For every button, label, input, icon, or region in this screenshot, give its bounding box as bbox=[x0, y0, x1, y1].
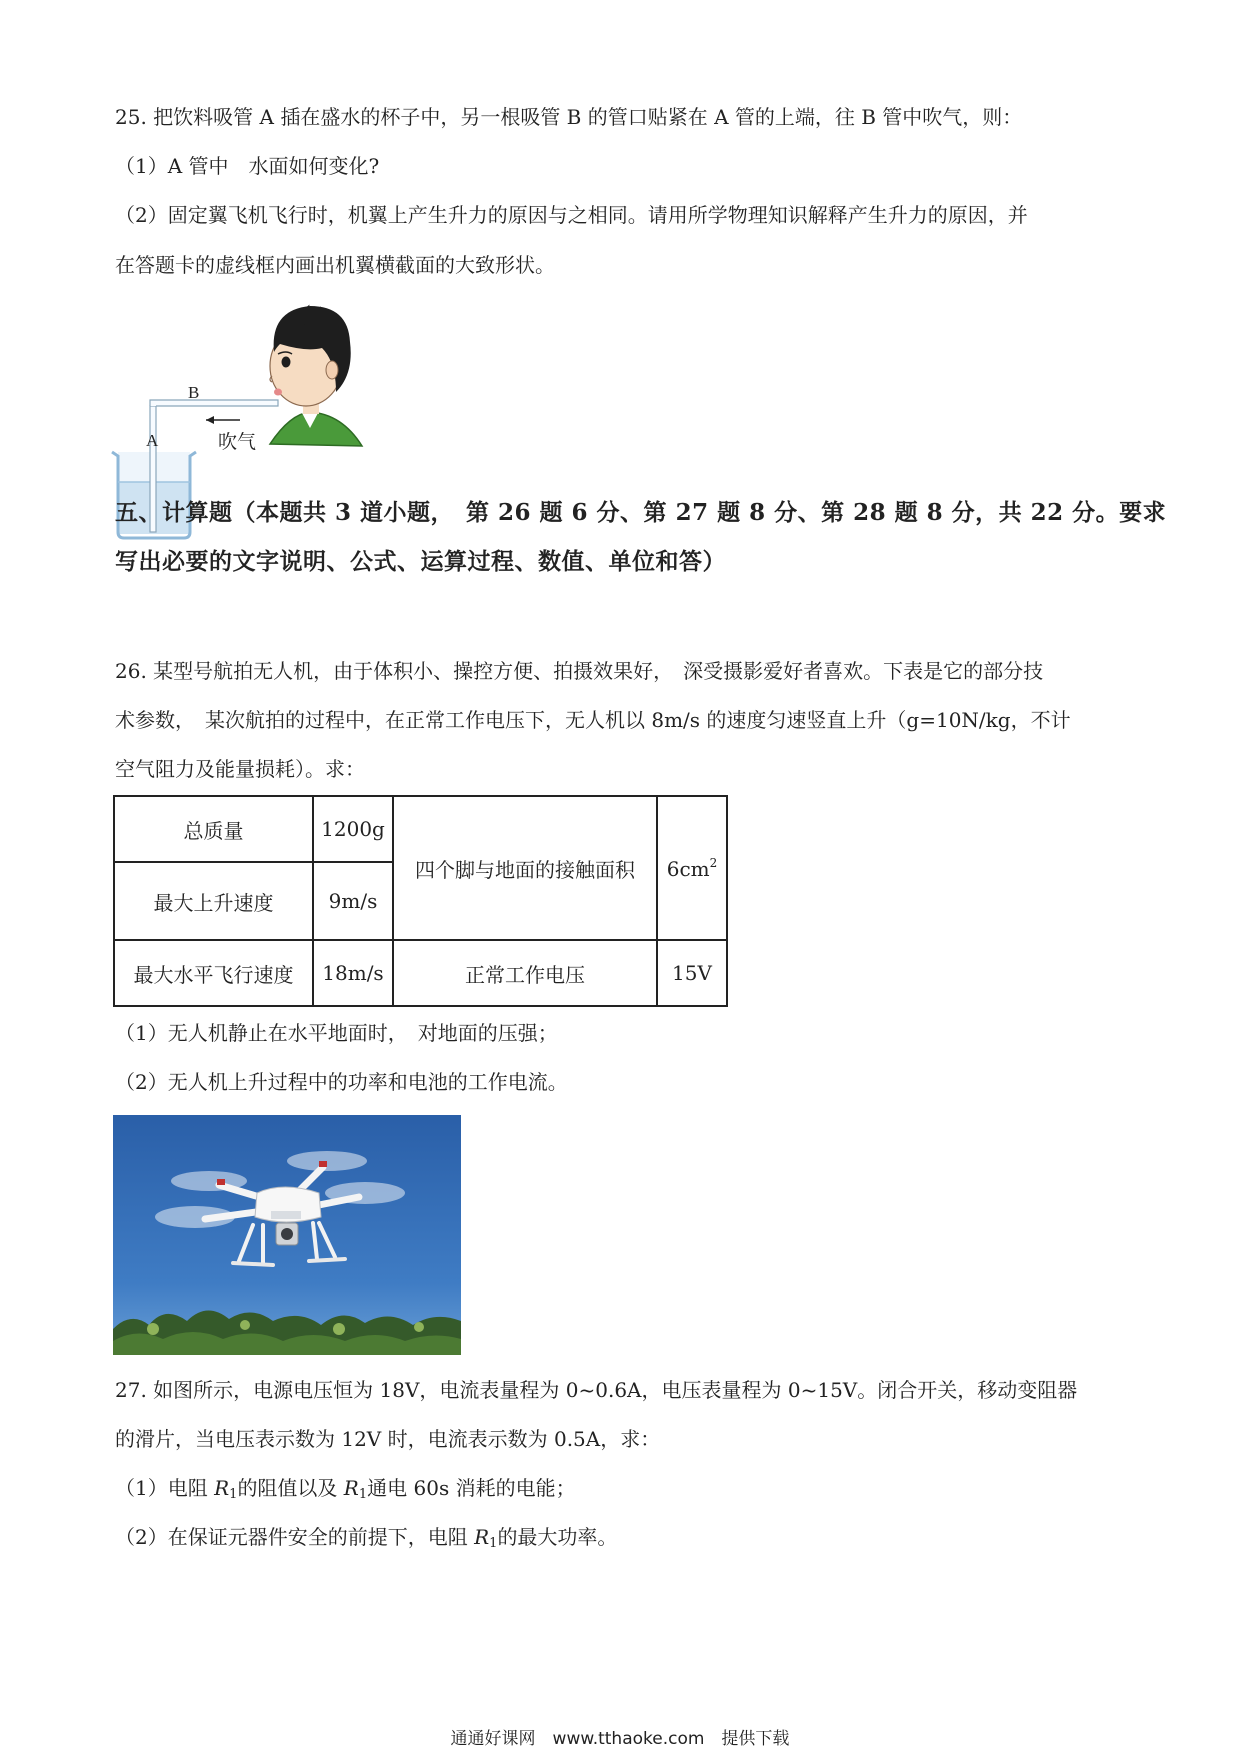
drone-photo bbox=[113, 1115, 461, 1355]
q26-sub2: （2）无人机上升过程中的功率和电池的工作电流。 bbox=[115, 1070, 568, 1094]
q26-stem-line1: 26. 某型号航拍无人机，由于体积小、操控方便、拍摄效果好， 深受摄影爱好者喜欢。下表是它的部分技 bbox=[115, 659, 1044, 683]
max-horizontal-label: 最大水平飞行速度 bbox=[114, 940, 313, 1006]
q27-sub2: （2）在保证元器件安全的前提下，电阻 $R_1$的最大功率。 bbox=[115, 1525, 618, 1551]
q27-sub1: （1）电阻 $R_1$的阻值以及 $R_1$通电 60s 消耗的电能； bbox=[115, 1476, 576, 1502]
label-a: A bbox=[146, 431, 159, 450]
max-rise-label: 最大上升速度 bbox=[114, 862, 313, 940]
page-footer: 通通好课网 www.tthaoke.com 提供下载 bbox=[450, 1729, 790, 1749]
section5-heading-line1: 五、计算题（本题共 3 道小题， 第 26 题 6 分、第 27 题 8 分、第 28 题 8 分，共 22 分。要求 bbox=[115, 499, 1167, 526]
q26-stem-line2: 术参数， 某次航拍的过程中，在正常工作电压下，无人机以 8m/s 的速度匀速竖直上升（g=10N/kg，不计 bbox=[115, 708, 1071, 732]
contact-area-value: $6cm^2$ bbox=[657, 796, 727, 940]
q26-stem-line3: 空气阻力及能量损耗）。求： bbox=[115, 757, 365, 781]
total-mass-label: 总质量 bbox=[114, 796, 313, 862]
total-mass-value: 1200g bbox=[313, 796, 393, 862]
q25-stem: 25. 把饮料吸管 A 插在盛水的杯子中，另一根吸管 B 的管口贴紧在 A 管的上端，往 B 管中吹气，则： bbox=[115, 105, 1023, 129]
max-rise-value: 9m/s bbox=[313, 862, 393, 940]
q25-sub2-line2: 在答题卡的虚线框内画出机翼横截面的大致形状。 bbox=[115, 253, 555, 277]
max-horizontal-value: 18m/s bbox=[313, 940, 393, 1006]
voltage-label: 正常工作电压 bbox=[393, 940, 657, 1006]
left-arrow-icon bbox=[206, 416, 240, 424]
contact-area-label: 四个脚与地面的接触面积 bbox=[393, 796, 657, 940]
drone-specs-table bbox=[113, 795, 728, 1007]
blow-label: 吹气 bbox=[218, 431, 257, 453]
q27-stem-line2: 的滑片，当电压表示数为 12V 时，电流表示数为 0.5A，求： bbox=[115, 1427, 661, 1451]
label-b: B bbox=[188, 383, 200, 402]
q25-sub2-line1: （2）固定翼飞机飞行时，机翼上产生升力的原因与之相同。请用所学物理知识解释产生升力的原因，并 bbox=[115, 203, 1028, 227]
voltage-value: 15V bbox=[657, 940, 727, 1006]
q26-sub1: （1）无人机静止在水平地面时， 对地面的压强； bbox=[115, 1021, 558, 1045]
q25-sub1: （1）A 管中 水面如何变化? bbox=[115, 154, 380, 178]
boy-icon bbox=[270, 306, 362, 446]
straw-b bbox=[150, 400, 278, 406]
q27-stem-line1: 27. 如图所示，电源电压恒为 18V，电流表量程为 0~0.6A，电压表量程为 0~15V。闭合开关，移动变阻器 bbox=[115, 1378, 1078, 1402]
section5-heading-line2: 写出必要的文字说明、公式、运算过程、数值、单位和答） bbox=[115, 548, 726, 575]
